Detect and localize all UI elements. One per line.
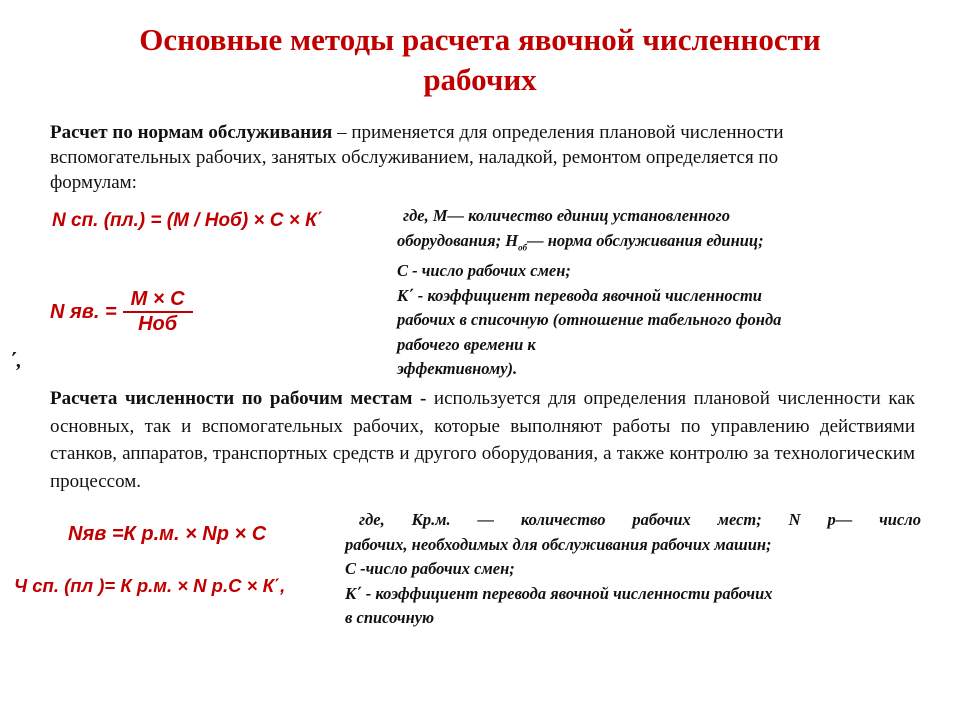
note1-line2-a: оборудования; Н	[397, 230, 519, 250]
note1-line6: рабочего времени к	[397, 334, 536, 354]
note1-line3: С - число рабочих смен;	[397, 261, 571, 281]
formula-n-sp: N сп. (пл.) = (М / Ноб) × С × К΄	[52, 210, 324, 231]
formula-n-yav	[50, 282, 193, 342]
section2-text: используется для определения плановой численности как основных, так и вспомогательных рабочих, которые выполняют работы по управлению действиями станков, аппаратов, транспортных средств и другого оборудования, а также контролю за технологическим процессом.	[50, 388, 915, 492]
note2-line5: в списочную	[345, 608, 435, 627]
section1-notes	[397, 204, 937, 382]
note1-line2	[397, 229, 937, 260]
section1-text: – применяется для определения плановой численности вспомогательных рабочих, занятых обслуживанием, наладкой, ремонтом определяется по формулам:	[50, 122, 784, 193]
note1-line5: рабочих в списочную (отношение табельного фонда	[397, 310, 782, 330]
prime-comma-mark: ΄,	[10, 350, 22, 372]
title-line-1: Основные методы расчета явочной численности	[139, 22, 821, 57]
section1-paragraph	[50, 120, 840, 195]
formula-n-yav-left: N яв. =	[50, 300, 117, 323]
formula-ch-sp: Ч сп. (пл )= К р.м. × N р.С × К΄,	[14, 575, 286, 596]
note2-line1: где, Кр.м. — количество рабочих мест; N р— число	[359, 510, 921, 529]
fraction-denominator: Ноб	[138, 313, 178, 335]
note2-line4: К΄ - коэффициент перевода явочной численности рабочих	[345, 583, 773, 603]
page-title	[30, 20, 930, 100]
note1-line7: эффективному).	[397, 359, 518, 379]
note1-line2-b: — норма обслуживания единиц;	[527, 230, 764, 250]
note2-line2: рабочих, необходимых для обслуживания рабочих машин;	[345, 534, 772, 554]
note1-line4: К΄ - коэффициент перевода явочной численности	[397, 285, 762, 305]
note1-line2-sub: об	[518, 241, 528, 252]
fraction	[123, 288, 193, 336]
note1-line1: где, М— количество единиц установленного	[403, 206, 730, 225]
section2-notes	[345, 508, 930, 631]
fraction-numerator: М × С	[130, 288, 185, 310]
formula-n-yav-workplaces: Nяв =К р.м. × Nр × С	[68, 523, 267, 545]
title-line-2: рабочих	[423, 62, 537, 97]
note2-line3: С -число рабочих смен;	[345, 559, 515, 578]
section1-heading: Расчет по нормам обслуживания	[50, 122, 333, 143]
section2-paragraph	[50, 385, 915, 495]
section2-heading: Расчета численности по рабочим местам -	[50, 388, 427, 409]
